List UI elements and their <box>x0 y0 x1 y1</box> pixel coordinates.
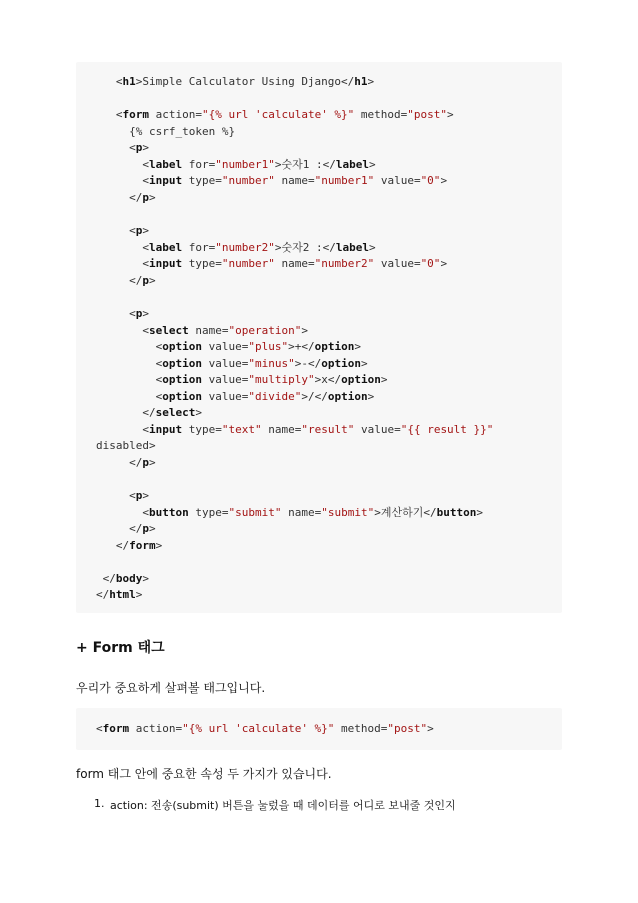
code-line: </html> <box>96 588 143 601</box>
list-item-action: action: 전송(submit) 버튼을 눌렀을 때 데이터를 어디로 보내줄 것인지 <box>110 799 456 812</box>
form-attributes-note: form 태그 안에 중요한 속성 두 가지가 있습니다. <box>76 767 332 781</box>
list-item-number: 1. <box>94 797 105 810</box>
code-line: </form> <box>115 539 163 552</box>
code-line: </p> <box>129 274 156 287</box>
section-heading: + Form 태그 <box>76 640 165 656</box>
code-line: {% csrf_token %} <box>129 125 236 138</box>
code-line: <p> <box>129 224 149 237</box>
code-line: <option value="plus">+</option> <box>155 340 361 353</box>
code-line: </p> <box>129 522 156 535</box>
code-line: <p> <box>129 307 149 320</box>
code-line: <input type="text" name="result" value="{{ result }}" <box>142 423 494 436</box>
code-line: <option value="divide">/</option> <box>155 390 375 403</box>
code-line: <button type="submit" name="submit">계산하기</button> <box>142 506 483 519</box>
code-line: <form action="{% url 'calculate' %}" method="post"> <box>96 722 434 735</box>
code-block-html-template <box>76 62 562 613</box>
code-line: <option value="minus">-</option> <box>155 357 368 370</box>
code-line: <p> <box>129 141 149 154</box>
code-line: <option value="multiply">x</option> <box>155 373 388 386</box>
code-line: <input type="number" name="number2" value="0"> <box>142 257 448 270</box>
code-line: </body> <box>102 572 149 585</box>
code-line: <input type="number" name="number1" value="0"> <box>142 174 448 187</box>
code-line: </p> <box>129 191 156 204</box>
code-line: <h1>Simple Calculator Using Django</h1> <box>115 75 375 88</box>
code-line: <label for="number1">숫자1 :</label> <box>142 158 376 171</box>
code-line: </p> <box>129 456 156 469</box>
section-intro: 우리가 중요하게 살펴볼 태그입니다. <box>76 681 266 695</box>
code-line: <label for="number2">숫자2 :</label> <box>142 241 376 254</box>
code-line: </select> <box>142 406 202 419</box>
code-line: <select name="operation"> <box>142 324 308 337</box>
code-line: disabled> <box>96 439 156 452</box>
code-block-form-tag <box>76 708 562 750</box>
code-line: <p> <box>129 489 149 502</box>
code-line: <form action="{% url 'calculate' %}" method="post"> <box>115 108 454 121</box>
